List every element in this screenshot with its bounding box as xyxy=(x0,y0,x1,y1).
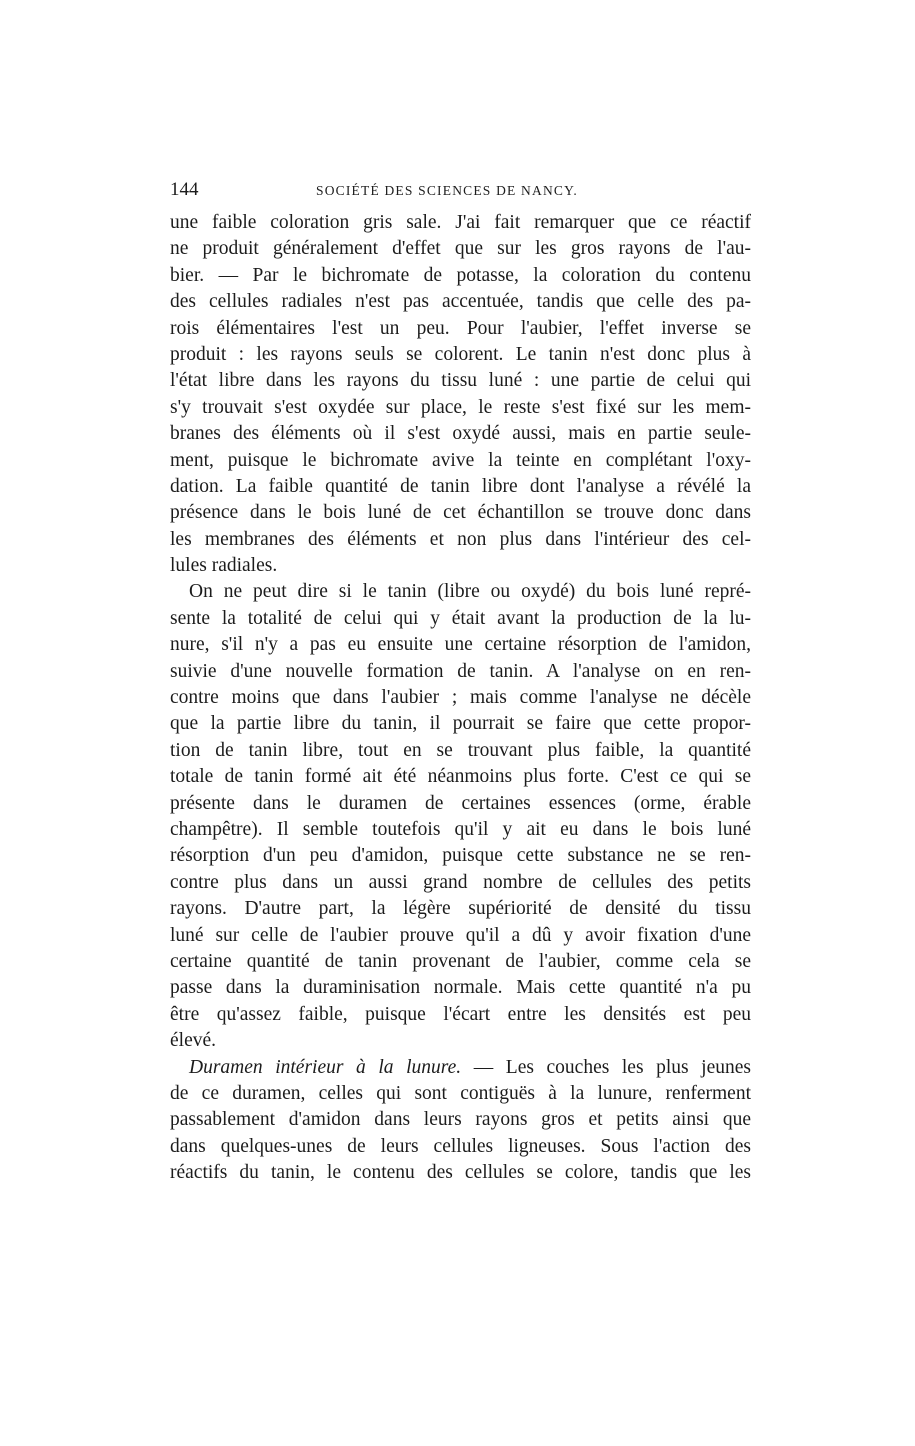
text-line: passe dans la duraminisation normale. Mais cette quantité n'a pu xyxy=(170,977,751,999)
text-line: ment, puisque le bichromate avive la teinte en complétant l'oxy- xyxy=(170,449,751,471)
text-line: certaine quantité de tanin provenant de l'aubier, comme cela se xyxy=(170,950,751,972)
text-line: contre plus dans un aussi grand nombre de cellules des petits xyxy=(170,871,751,893)
paragraph-1 xyxy=(170,210,751,579)
text-line: résorption d'un peu d'amidon, puisque cette substance ne se ren- xyxy=(170,845,751,867)
text-line: présente dans le duramen de certaines essences (orme, érable xyxy=(170,792,751,814)
text-line: tion de tanin libre, tout en se trouvant plus faible, la quantité xyxy=(170,739,751,761)
text-line: élevé. xyxy=(170,1030,217,1052)
text-line: luné sur celle de l'aubier prouve qu'il a dû y avoir fixation d'une xyxy=(170,924,751,946)
text-line: lules radiales. xyxy=(170,555,278,577)
text-line: rois élémentaires l'est un peu. Pour l'aubier, l'effet inverse se xyxy=(170,317,751,339)
text-line: les membranes des éléments et non plus dans l'intérieur des cel- xyxy=(170,528,751,550)
text-line: On ne peut dire si le tanin (libre ou oxydé) du bois luné repré- xyxy=(189,581,751,603)
page-number: 144 xyxy=(170,179,199,200)
text-line: dation. La faible quantité de tanin libre dont l'analyse a révélé la xyxy=(170,475,751,497)
text-line xyxy=(170,1055,751,1081)
text-line: nure, s'il n'y a pas eu ensuite une certaine résorption de l'amidon, xyxy=(170,634,751,656)
text-line: sente la totalité de celui qui y était avant la production de la lu- xyxy=(170,607,751,629)
paragraph-3 xyxy=(170,1055,751,1187)
page-header xyxy=(170,178,750,202)
text-line: des cellules radiales n'est pas accentuée, tandis que celle des pa- xyxy=(170,291,751,313)
text-line: totale de tanin formé ait été néanmoins plus forte. C'est ce qui se xyxy=(170,766,751,788)
text-line: rayons. D'autre part, la légère supériorité de densité du tissu xyxy=(170,898,751,920)
text-line: champêtre). Il semble toutefois qu'il y ait eu dans le bois luné xyxy=(170,818,751,840)
text-line: présence dans le bois luné de cet échantillon se trouve donc dans xyxy=(170,502,751,524)
text-line: branes des éléments où il s'est oxydé aussi, mais en partie seule- xyxy=(170,423,751,445)
section-title: Duramen intérieur à la lunure. xyxy=(189,1056,462,1078)
text-line: l'état libre dans les rayons du tissu luné : une partie de celui qui xyxy=(170,370,751,392)
text-line: être qu'assez faible, puisque l'écart entre les densités est peu xyxy=(170,1003,751,1025)
text-body xyxy=(170,210,751,1186)
text-line: que la partie libre du tanin, il pourrait se faire que cette propor- xyxy=(170,713,751,735)
text-line: passablement d'amidon dans leurs rayons gros et petits ainsi que xyxy=(170,1109,751,1131)
text-line: une faible coloration gris sale. J'ai fait remarquer que ce réactif xyxy=(170,212,751,233)
text-line: contre moins que dans l'aubier ; mais comme l'analyse ne décèle xyxy=(170,687,751,709)
text-line: dans quelques-unes de leurs cellules ligneuses. Sous l'action des xyxy=(170,1135,751,1157)
text-line: réactifs du tanin, le contenu des cellules se colore, tandis que les xyxy=(170,1162,751,1184)
section-first-line-text: — Les couches les plus jeunes xyxy=(461,1056,751,1078)
text-line: suivie d'une nouvelle formation de tanin. A l'analyse on en ren- xyxy=(170,660,751,682)
text-line: de ce duramen, celles qui sont contiguës à la lunure, renferment xyxy=(170,1082,751,1104)
text-line: s'y trouvait s'est oxydée sur place, le reste s'est fixé sur les mem- xyxy=(170,396,751,418)
text-line: produit : les rayons seuls se colorent. Le tanin n'est donc plus à xyxy=(170,343,751,365)
text-line: bier. — Par le bichromate de potasse, la coloration du contenu xyxy=(170,264,751,286)
running-title: SOCIÉTÉ DES SCIENCES DE NANCY. xyxy=(316,183,578,198)
paragraph-2 xyxy=(170,579,751,1054)
text-line: ne produit généralement d'effet que sur les gros rayons de l'au- xyxy=(170,238,751,260)
